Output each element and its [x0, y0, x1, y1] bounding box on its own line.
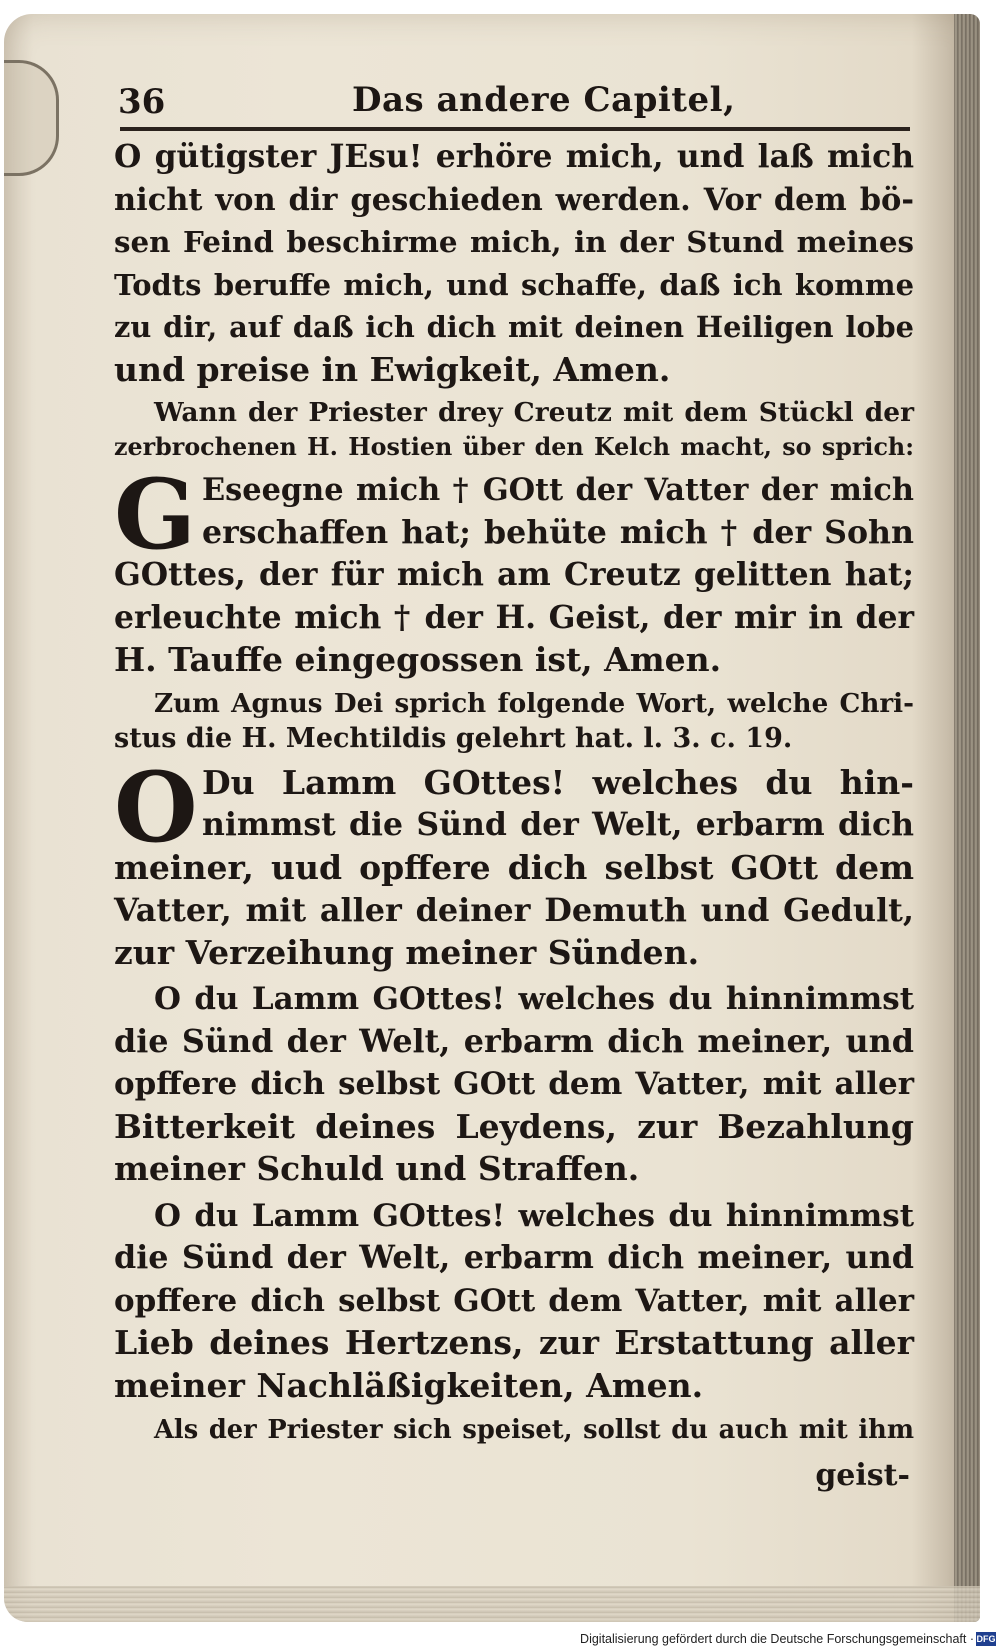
text-line: zur Verzeihung meiner Sünden.: [114, 932, 700, 972]
drop-initial: G: [114, 458, 196, 571]
text-line: Vatter, mit aller deiner Demuth und Gedult,: [114, 891, 914, 929]
drop-initial: O: [114, 750, 198, 864]
text-line: Eseegne mich † GOtt der Vatter der mich: [202, 472, 914, 508]
text-line: meiner Nachläßigkeiten, Amen.: [114, 1365, 704, 1405]
text-line: die Sünd der Welt, erbarm dich meiner, und: [114, 1022, 914, 1060]
rubric-line: zerbrochenen H. Hostien über den Kelch macht, so sprich:: [114, 433, 914, 461]
page-header: [118, 78, 918, 128]
header-rule: [120, 127, 910, 131]
text-line: Todts beruffe mich, und schaffe, daß ich komme: [114, 267, 914, 302]
funding-notice: Digitalisierung gefördert durch die Deutsche Forschungsgemeinschaft ·: [580, 1632, 974, 1646]
catchword: geist-: [815, 1457, 910, 1493]
rubric-1: [114, 395, 914, 465]
running-head: Das andere Capitel,: [352, 80, 736, 120]
bookmark-strip: [4, 60, 59, 176]
text-line: zu dir, auf daß ich dich mit deinen Heiligen lobe: [114, 310, 914, 344]
rubric-line: Als der Priester sich speiset, sollst du auch mit ihm: [154, 1415, 914, 1445]
text-line: erschaffen hat; behüte mich † der Sohn: [202, 513, 914, 551]
text-line: sen Feind beschirme mich, in der Stund meines: [114, 224, 914, 259]
prayer-paragraph-2: [114, 458, 914, 682]
text-line: erleuchte mich † der H. Geist, der mir in der: [114, 599, 914, 636]
text-line: meiner Schuld und Straffen.: [114, 1149, 640, 1188]
page-edge-right: [954, 14, 980, 1622]
rubric-line: Wann der Priester drey Creutz mit dem Stückl der: [154, 397, 914, 428]
text-line: GOttes, der für mich am Creutz gelitten hat;: [114, 557, 914, 593]
rubric-2: [114, 686, 914, 756]
text-line: O du Lamm GOttes! welches du hinnimmst: [154, 1197, 914, 1234]
text-line: O du Lamm GOttes! welches du hinnimmst: [154, 981, 914, 1017]
prayer-paragraph-5: [114, 1195, 914, 1408]
dfg-logo-icon: DFG: [976, 1634, 996, 1644]
prayer-paragraph-3: [114, 750, 914, 975]
text-line: die Sünd der Welt, erbarm dich meiner, und: [114, 1239, 914, 1276]
text-line: Lieb deines Hertzens, zur Erstattung aller: [114, 1323, 914, 1362]
text-line: O gütigster JEsu! erhöre mich, und laß mich: [114, 139, 914, 175]
prayer-paragraph-1: [114, 136, 914, 391]
text-line: nimmst die Sünd der Welt, erbarm dich: [202, 806, 914, 843]
page-body: [114, 136, 914, 1493]
text-line: opffere dich selbst GOtt dem Vatter, mit aller: [114, 1282, 914, 1319]
text-line: Bitterkeit deines Leydens, zur Bezahlung: [114, 1106, 914, 1146]
text-line: opffere dich selbst GOtt dem Vatter, mit aller: [114, 1066, 914, 1102]
page-edge-bottom: [4, 1586, 980, 1622]
digitization-footer: [0, 1628, 1000, 1652]
text-line: Du Lamm GOttes! welches du hin-: [202, 762, 914, 802]
text-line: meiner, uud opffere dich selbst GOtt dem: [114, 847, 914, 887]
text-line: nicht von dir geschieden werden. Vor dem bö-: [114, 181, 914, 218]
text-line: H. Tauffe eingegossen ist, Amen.: [114, 640, 722, 679]
prayer-paragraph-4: [114, 978, 914, 1191]
rubric-3: [114, 1409, 914, 1452]
rubric-line: Zum Agnus Dei sprich folgende Wort, welche Chri-: [154, 687, 914, 719]
page-number: 36: [118, 82, 166, 122]
text-line: und preise in Ewigkeit, Amen.: [114, 349, 671, 389]
rubric-line: stus die H. Mechtildis gelehrt hat. l. 3. c. 19.: [114, 722, 793, 754]
